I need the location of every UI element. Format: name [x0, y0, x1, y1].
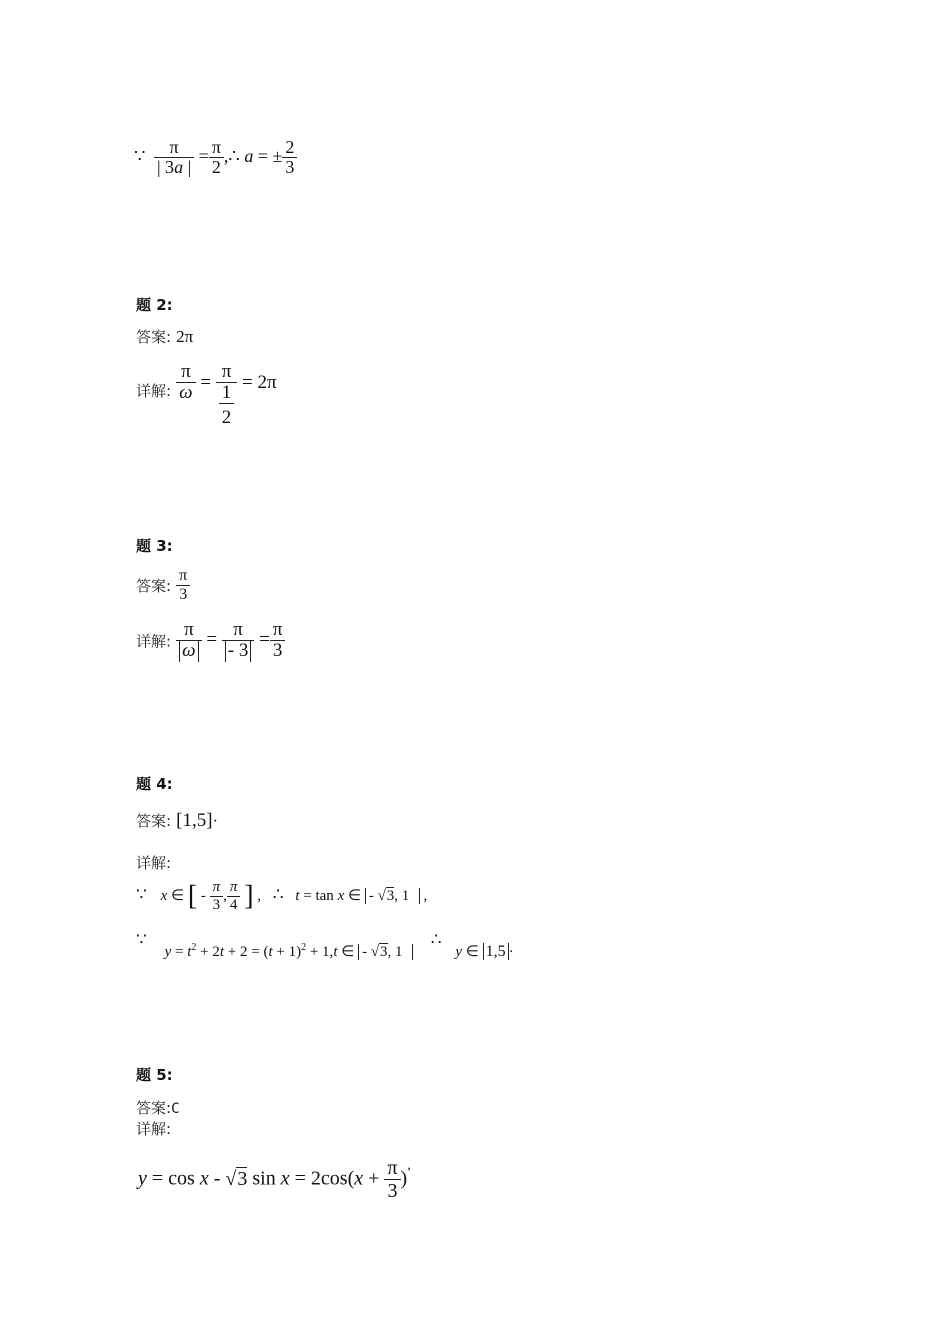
q4-detail-line-2: ∵ $y = t^2 + 2t + 2 = (t + 1)^2 + 1,t$ ∈ - √3, 1 ∴ y ∈ 1,5 ·	[136, 930, 514, 960]
detail-label: 详解:	[136, 632, 172, 651]
question-3-heading: 题 3:	[136, 537, 173, 555]
q2-detail-line	[136, 362, 277, 429]
fraction-pi-over-abs-omega: $\frac{\pi}{\omega}$	[176, 620, 201, 662]
detail-label: 详解:	[136, 382, 172, 400]
fraction-pi-over-3: $\frac{\pi}{3}$	[270, 620, 286, 662]
answer-fraction-pi-over-3: $\frac{\pi}{3}$	[176, 568, 190, 603]
q4-detail-line-1: ∵ x ∈ [ - $\frac{\pi}{3}$ , $\frac{\pi}{4}$ ] , ∴ t = tan x ∈ - √3, 1 ,	[136, 879, 428, 913]
fraction-pi-over-omega: $\frac{\pi}{\omega}$	[176, 362, 195, 404]
therefore-symbol: ∴	[430, 930, 442, 949]
fraction-pi-over-3: $\frac{\pi}{3}$	[210, 880, 224, 913]
answer-value: 2π	[176, 327, 194, 346]
q2-answer-line	[136, 326, 193, 347]
answer-label: 答案:	[136, 577, 172, 596]
fraction-pi-over-abs-neg3: $\frac{\pi}{- 3}$	[222, 620, 255, 662]
fraction-pi-over-2: $\frac{\pi}{2}$	[209, 138, 224, 178]
question-2-heading: 题 2:	[136, 296, 173, 314]
answer-interval: [1,5]	[176, 810, 213, 831]
answer-label: 答案:	[136, 812, 172, 830]
q3-detail-line	[136, 620, 285, 662]
detail-label: 详解:	[136, 854, 172, 872]
fraction-1-over-2: $\frac{1}{2}$	[219, 383, 235, 429]
fraction-pi-over-3a: $\frac{\pi}{| 3a |}$	[154, 138, 194, 178]
q2-formula: $\frac{\pi}{\omega}$ = $\frac{\pi}{\frac{1}{2}}$ = 2π	[176, 362, 276, 429]
question-5-heading: 题 5:	[136, 1066, 173, 1084]
therefore-symbol: ∴	[272, 885, 284, 905]
fraction-2-over-3: $\frac{2}{3}$	[282, 138, 297, 178]
because-symbol: ∵	[136, 930, 147, 949]
because-symbol: ∵	[136, 885, 147, 905]
because-symbol: ∵	[134, 145, 146, 166]
q3-formula: $\frac{\pi}{\omega}$ = $\frac{\pi}{- 3}$ = $\frac{\pi}{3}$	[176, 629, 285, 650]
answer-label: 答案:	[136, 328, 172, 346]
q5-formula: y = cos x - √3 sin x = 2cos(x + $\frac{\pi}{3}$ ),	[138, 1157, 411, 1202]
answer-value: C	[171, 1101, 180, 1117]
q5-answer-line	[136, 1097, 180, 1118]
question-4-heading: 题 4:	[136, 775, 173, 793]
q4-answer-line: 答案: [1,5]·	[136, 810, 218, 831]
detail-label: 详解:	[136, 1120, 172, 1138]
formula-period-a: ∵ $\frac{\pi}{| 3a |}$ = $\frac{\pi}{2}$ ,∴ a = ± $\frac{2}{3}$	[134, 138, 297, 178]
q3-answer-line	[136, 568, 190, 603]
fraction-pi-over-3: $\frac{\pi}{3}$	[384, 1158, 400, 1202]
answer-label: 答案:	[136, 1099, 172, 1117]
fraction-pi-over-4: $\frac{\pi}{4}$	[227, 880, 241, 913]
fraction-pi-over-half: $\frac{\pi}{\frac{1}{2}}$	[216, 362, 238, 429]
